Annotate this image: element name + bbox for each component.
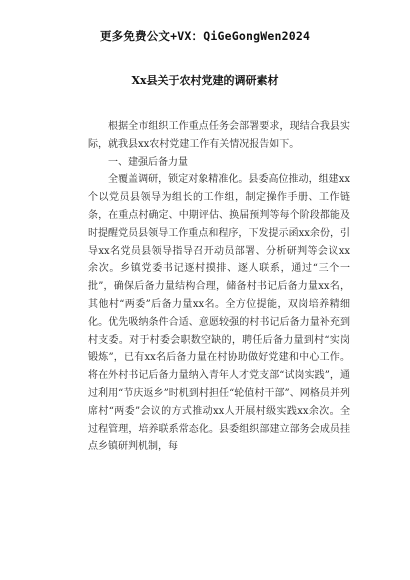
document-title: Xx县关于农村党建的调研素材 [131, 74, 279, 87]
document-body [88, 118, 350, 456]
section-heading: 一、建强后备力量 [108, 156, 188, 168]
body-paragraph: 全覆盖调研，锁定对象精准化。县委高位推动，组建xx个以党员县领导为组长的工作组，制定操作手册、工作链条，在重点村确定、中期评估、换届预判等每个阶段都能及时提醒党员县领导工作重点和程序，下发提示函xx余份，引导xx名党员县领导指导召开动员部署、分析研判等会议xx余次。乡镇党委书记逐村摸排、逐人联系，通过“三个一批”，确保后备力量结构合理，储备村书记后备力量xx名，其他村“两委”后备力量xx名。全方位提能，双岗培养精细化。优先吸纳条件合适、意愿较强的村书记后备力量补充到村支委。对于村委会职数空缺的，聘任后备力量到村“实岗锻炼”，已有xx名后备力量在村协助做好党建和中心工作。将在外村书记后备力量纳入青年人才党支部“试岗实践”，通过利用“节庆返乡”时机到村担任“轮值村干部”、网格员并列席村“两委”会议的方式推动xx人开展村级实践xx余次。全过程管理，培养联系常态化。县委组织部建立部务会成员挂点乡镇研判机制，每 [88, 174, 350, 453]
document-header-watermark: 更多免费公文+VX：QiGeGongWen2024 [99, 29, 311, 43]
intro-paragraph: 根据全市组织工作重点任务会部署要求，现结合我县实际，就我县xx农村党建工作有关情况报告如下。 [88, 121, 350, 150]
